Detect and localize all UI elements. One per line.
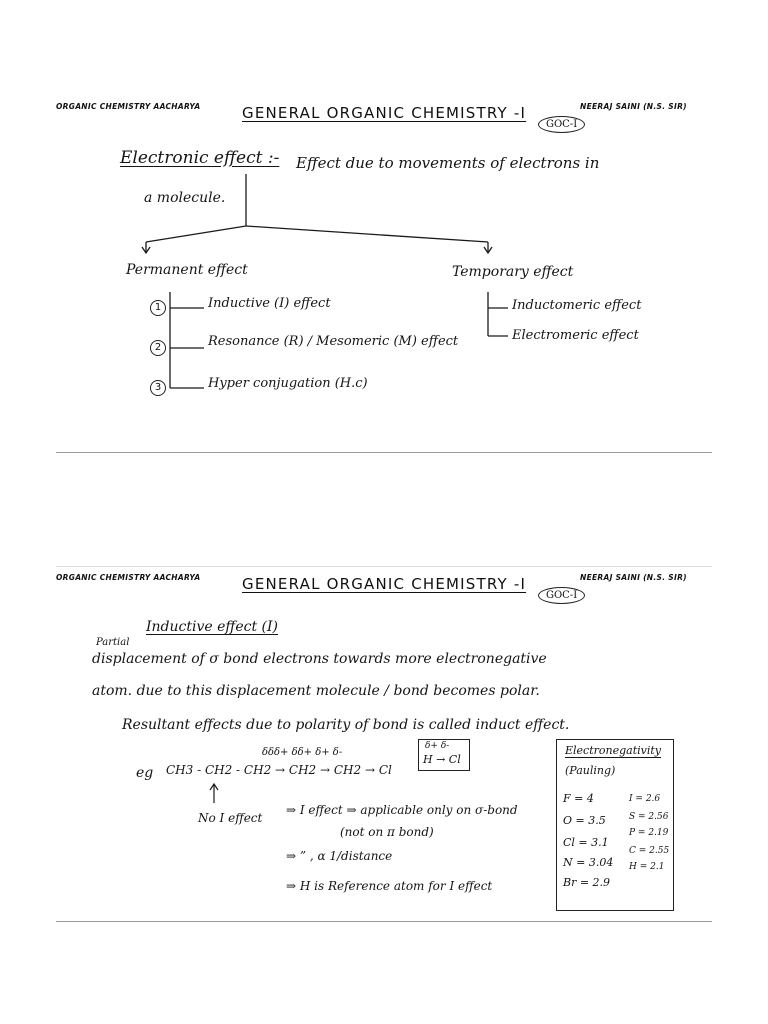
electronegativity-table [556,739,674,911]
permanent-effect-title: Permanent effect [126,262,248,278]
pauling-subtitle: (Pauling) [565,764,616,777]
resonance-effect-item: Resonance (R) / Mesomeric (M) effect [208,334,459,349]
en-value-i: I = 2.6 [629,794,661,804]
item-number-2: 2 [150,340,166,356]
item-number-3: 3 [150,380,166,396]
point-reference-atom: ⇒ H is Reference atom for I effect [286,879,493,893]
header-left-label: ORGANIC CHEMISTRY AACHARYA [56,573,201,582]
en-value-o: O = 3.5 [563,814,606,827]
inductomeric-effect-item: Inductomeric effect [512,298,642,313]
dipole-charges: δ+ δ- [425,741,450,751]
h-cl-bond: H → Cl [423,753,461,766]
electronegativity-title: Electronegativity [565,744,662,757]
en-value-c: C = 2.55 [629,846,670,856]
partial-charges: δδδ+ δδ+ δ+ δ- [262,747,343,758]
point-sigma-bond: ⇒ I effect ⇒ applicable only on σ-bond [286,803,518,817]
notes-page-1 [56,96,712,453]
carbon-chain: CH3 - CH2 - CH2 → CH2 → CH2 → Cl [166,763,392,777]
en-value-n: N = 3.04 [563,856,614,869]
hyperconjugation-item: Hyper conjugation (H.c) [208,376,368,391]
en-value-p: P = 2.19 [629,828,669,838]
en-value-cl: Cl = 3.1 [563,836,609,849]
electronic-effect-heading: Electronic effect :- [120,148,280,168]
point-distance: ⇒ ” , α 1/distance [286,849,393,863]
notes-page-2 [56,566,712,922]
h-cl-dipole-box [418,739,470,771]
definition-line-1: displacement of σ bond electrons towards more electronegative [92,651,547,667]
en-value-br: Br = 2.9 [563,876,611,889]
header-left-label: ORGANIC CHEMISTRY AACHARYA [56,102,201,111]
page-title: GENERAL ORGANIC CHEMISTRY -I [242,575,527,593]
definition-line-3: Resultant effects due to polarity of bond is called induct effect. [122,717,570,733]
point-not-pi-bond: (not on π bond) [340,825,434,839]
en-value-f: F = 4 [563,792,594,805]
header-right-label: NEERAJ SAINI (N.S. SIR) [580,573,687,582]
definition-line-1: Effect due to movements of electrons in [296,154,600,172]
partial-annotation: Partial [96,637,130,648]
definition-line-2: a molecule. [144,190,226,206]
en-value-s: S = 2.56 [629,812,669,822]
inductive-effect-heading: Inductive effect (I) [146,619,278,635]
inductive-effect-item: Inductive (I) effect [208,296,331,311]
header-right-label: NEERAJ SAINI (N.S. SIR) [580,102,687,111]
goc-badge: GOC-I [538,587,585,604]
en-value-h: H = 2.1 [629,862,665,872]
item-number-1: 1 [150,300,166,316]
page-title: GENERAL ORGANIC CHEMISTRY -I [242,104,527,122]
goc-badge: GOC-I [538,116,585,133]
definition-line-2: atom. due to this displacement molecule / bond becomes polar. [92,683,540,699]
electromeric-effect-item: Electromeric effect [512,328,639,343]
eg-label: eg [136,765,154,781]
temporary-effect-title: Temporary effect [452,264,574,280]
no-i-effect-label: No I effect [198,811,263,825]
